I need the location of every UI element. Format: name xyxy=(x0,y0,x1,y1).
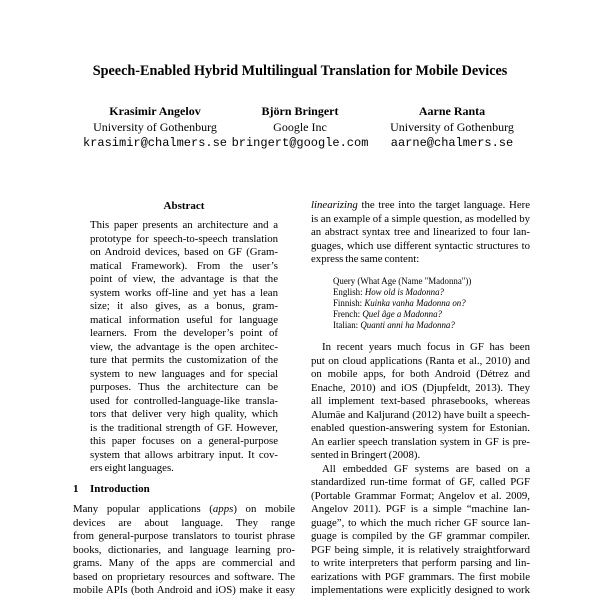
body-line: books, dictionaries, and language learning pro- xyxy=(73,543,295,556)
author-email: krasimir@chalmers.se xyxy=(82,136,228,150)
abstract-line: prototype for speech-to-speech translation xyxy=(90,232,278,245)
example-line: Query (What Age (Name "Madonna")) xyxy=(333,275,472,286)
text-segment: Italian: xyxy=(333,319,361,330)
example-block xyxy=(333,276,523,331)
abstract-line: is the traditional strength of GF. However, xyxy=(90,421,278,434)
body-line: on mobile apps, for both Android (Détrez and xyxy=(311,368,530,381)
italic-text: Kuinka vanha Madonna on? xyxy=(364,297,466,308)
abstract-line: system works off-line and yet has a lean xyxy=(90,286,278,299)
abstract-line: point of view, the advantage is that the xyxy=(90,273,278,286)
body-line: implementations were explicitly designed to work xyxy=(311,584,530,597)
abstract-line: ers eight languages. xyxy=(90,462,174,475)
body-line xyxy=(311,199,530,213)
italic-text: Quanti anni ha Madonna? xyxy=(360,319,455,330)
abstract-line: system that allows arbitrary input. It cov- xyxy=(90,448,278,461)
body-line: from general-purpose translators to tourist phrase xyxy=(73,530,295,543)
author-affiliation: Google Inc xyxy=(273,120,327,134)
body-line: Angelov 2011). PGF is a simple “machine lan- xyxy=(311,503,530,516)
body-line: is an example of a simple question, as modelled by xyxy=(311,212,530,225)
author-email: bringert@google.com xyxy=(231,136,369,150)
body-line: devices are about language. They range xyxy=(73,516,295,529)
body-line: to write interpreters that perform parsing and lin- xyxy=(311,557,530,570)
continued-paragraph xyxy=(311,199,530,267)
body-line: Enache, 2010) and iOS (Djupfeldt, 2013). They xyxy=(311,381,530,394)
body-line: enabled question-answering system for Estonian. xyxy=(311,422,530,435)
example-line xyxy=(333,287,523,298)
body-line: guage”, to which the much richer GF source lan- xyxy=(311,516,530,529)
section-heading xyxy=(73,482,150,496)
body-line: put on cloud applications (Ranta et al., 2010) and xyxy=(311,354,530,367)
text-segment: Many popular applications ( xyxy=(73,503,213,516)
body-line: All embedded GF systems are based on a xyxy=(322,462,530,475)
body-line: mobile APIs (both Android and iOS) make it easy xyxy=(73,584,295,597)
body-line: an abstract syntax tree and linearized to four lan- xyxy=(311,226,530,239)
text-segment: ) on mobile xyxy=(233,503,295,516)
abstract-line: system to new languages and for special xyxy=(90,367,278,380)
abstract-line: ture that permits the customization of the xyxy=(90,354,278,367)
body-line: (Portable Grammar Format; Angelov et al. 2009, xyxy=(311,489,530,502)
body-line: Alumäe and Kaljurand (2012) have built a speech- xyxy=(311,408,530,421)
author-block xyxy=(352,103,552,151)
author-affiliation: University of Gothenburg xyxy=(93,120,217,134)
section-number: 1 xyxy=(73,483,79,495)
example-line xyxy=(333,320,523,331)
body-line: earizations with PGF grammars. The first mobile xyxy=(311,570,530,583)
text-segment: English: xyxy=(333,286,365,297)
abstract-heading: Abstract xyxy=(163,200,205,212)
text-segment: Finnish: xyxy=(333,297,365,308)
abstract-body xyxy=(90,219,278,476)
body-line: standardized run-time format of GF, called PGF xyxy=(311,476,530,489)
body-line: guages, which use different syntactic structures to xyxy=(311,239,530,252)
abstract-line: this paper focuses on a general-purpose xyxy=(90,435,278,448)
abstract-line: learners. From the developer’s point of xyxy=(90,327,278,340)
italic-text: Quel âge a Madonna? xyxy=(362,308,442,319)
example-line xyxy=(333,298,523,309)
introduction-body xyxy=(73,503,295,598)
body-line: In recent years much focus in GF has been xyxy=(322,341,530,354)
body-line: all implement text-based phrasebooks, whereas xyxy=(311,395,530,408)
body-line: PGF being simple, it is relatively straightforward xyxy=(311,543,530,556)
abstract-line: purposes. Thus the architecture can be xyxy=(90,381,278,394)
abstract-line: tors that deliver very high quality, which xyxy=(90,408,278,421)
body-line: An earlier speech translation system in GF is pre- xyxy=(311,435,530,448)
abstract-line: on Android devices, based on GF (Gram- xyxy=(90,246,278,259)
author-name: Aarne Ranta xyxy=(418,104,486,118)
body-line: based on proprietary resources and software. The xyxy=(73,570,295,583)
author-name: Krasimir Angelov xyxy=(109,104,201,118)
author-affiliation: University of Gothenburg xyxy=(390,120,514,134)
abstract-line: view, the advantage is the open architec- xyxy=(90,340,278,353)
text-segment: French: xyxy=(333,308,363,319)
example-line xyxy=(333,309,523,320)
body-line: sented in Bringert (2008). xyxy=(311,449,421,462)
abstract-line: matical Framework). From the user’s xyxy=(90,259,278,272)
paper-title: Speech-Enabled Hybrid Multilingual Translation for Mobile Devices xyxy=(92,63,508,79)
body-line xyxy=(73,503,295,517)
section-title: Introduction xyxy=(90,483,150,495)
text-segment: the tree into the target language. Here xyxy=(357,199,530,212)
italic-text: linearizing xyxy=(311,199,358,212)
abstract-line: used for controlled-language-like transla- xyxy=(90,394,278,407)
body-line: grams. Many of the apps are commercial and xyxy=(73,557,295,570)
abstract-line: size; it also gives, as a bonus, gram- xyxy=(90,300,278,313)
italic-text: apps xyxy=(212,503,234,516)
author-name: Björn Bringert xyxy=(261,104,339,118)
paragraph xyxy=(311,341,530,463)
abstract-line: matical information useful for language xyxy=(90,313,278,326)
paragraph xyxy=(311,463,530,598)
italic-text: How old is Madonna? xyxy=(364,286,444,297)
body-line: guage is compiled by the GF grammar compiler. xyxy=(311,530,530,543)
abstract-line: This paper presents an architecture and a xyxy=(90,219,278,232)
body-line: express the same content: xyxy=(311,253,420,266)
author-email: aarne@chalmers.se xyxy=(390,136,514,150)
